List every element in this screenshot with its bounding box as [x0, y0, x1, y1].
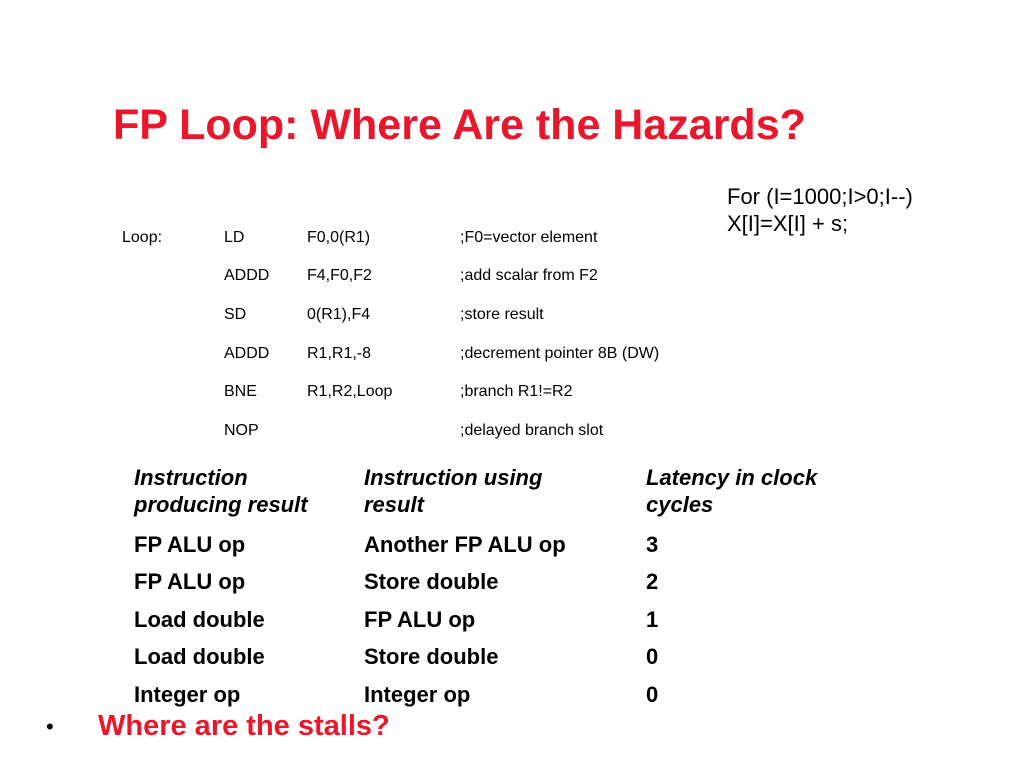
code-label: Loop: — [122, 229, 163, 246]
user-cell: Store double — [364, 644, 499, 669]
code-line — [0, 421, 1024, 441]
code-operands: F0,0(R1) — [307, 229, 371, 246]
code-comment: ;F0=vector element — [460, 229, 598, 246]
code-comment: ;store result — [460, 306, 544, 323]
code-comment: ;decrement pointer 8B (DW) — [460, 345, 660, 362]
code-comment: ;branch R1!=R2 — [460, 383, 573, 400]
code-operands: R1,R1,-8 — [307, 345, 372, 362]
header-using-instruction: Instruction using result — [364, 465, 543, 517]
user-cell: Another FP ALU op — [364, 532, 566, 557]
loop-note-line-2: X[I]=X[I] + s; — [727, 211, 849, 236]
latency-cell: 0 — [646, 682, 659, 707]
loop-note-line-1: For (I=1000;I>0;I--) — [727, 184, 913, 209]
code-line — [0, 305, 1024, 325]
code-opcode: SD — [224, 306, 247, 323]
user-cell: Integer op — [364, 682, 471, 707]
bullet-marker: • — [46, 714, 54, 739]
code-opcode: ADDD — [224, 267, 270, 284]
producer-cell: FP ALU op — [134, 569, 246, 594]
code-line — [0, 344, 1024, 364]
producer-cell: FP ALU op — [134, 532, 246, 557]
latency-cell: 2 — [646, 569, 659, 594]
user-cell: FP ALU op — [364, 607, 476, 632]
header-latency: Latency in clock cycles — [646, 465, 818, 517]
code-line — [0, 266, 1024, 286]
producer-cell: Load double — [134, 644, 265, 669]
code-opcode: BNE — [224, 383, 257, 400]
producer-cell: Integer op — [134, 682, 241, 707]
code-operands: R1,R2,Loop — [307, 383, 393, 400]
header-producing-instruction: Instruction producing result — [134, 465, 308, 517]
latency-cell: 1 — [646, 607, 659, 632]
latency-cell: 3 — [646, 532, 659, 557]
code-opcode: NOP — [224, 422, 259, 439]
producer-cell: Load double — [134, 607, 265, 632]
code-comment: ;delayed branch slot — [460, 422, 604, 439]
code-opcode: LD — [224, 229, 245, 246]
code-opcode: ADDD — [224, 345, 270, 362]
bullet-text: Where are the stalls? — [98, 710, 390, 742]
user-cell: Store double — [364, 569, 499, 594]
code-comment: ;add scalar from F2 — [460, 267, 598, 284]
code-operands: 0(R1),F4 — [307, 306, 371, 323]
latency-cell: 0 — [646, 644, 659, 669]
slide-title: FP Loop: Where Are the Hazards? — [113, 101, 806, 149]
code-line — [0, 228, 1024, 248]
code-operands: F4,F0,F2 — [307, 267, 372, 284]
code-line — [0, 382, 1024, 402]
